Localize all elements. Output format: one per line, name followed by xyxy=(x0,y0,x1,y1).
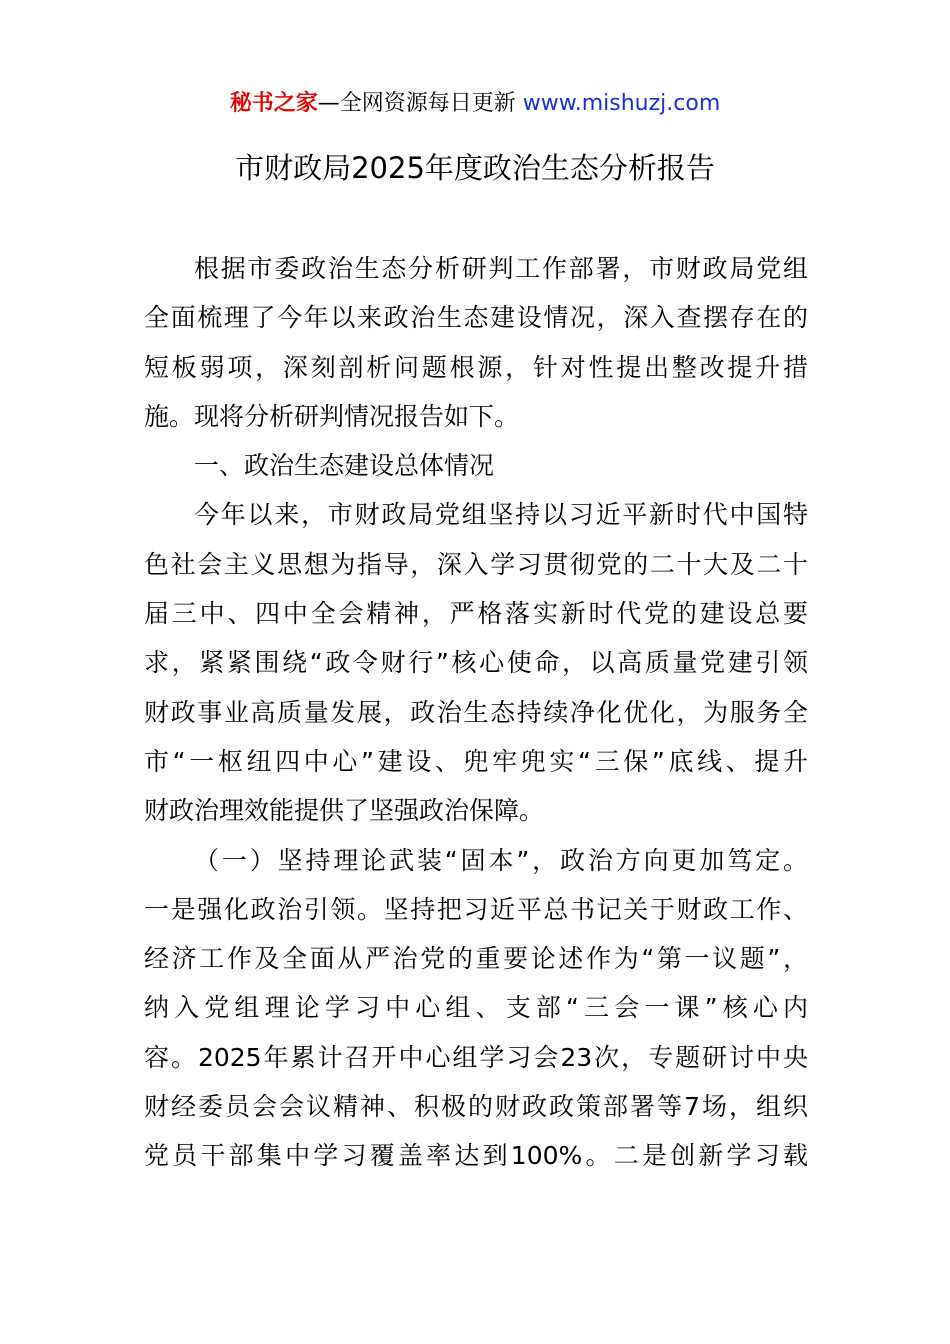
text-line: 届三中、四中全会精神，严格落实新时代党的建设总要 xyxy=(144,599,808,629)
text-line: 全面梳理了今年以来政治生态建设情况，深入查摆存在的 xyxy=(144,303,808,333)
text-line: 根据市委政治生态分析研判工作部署，市财政局党组 xyxy=(194,254,808,283)
text-line: 今年以来，市财政局党组坚持以习近平新时代中国特 xyxy=(194,500,808,530)
text-line: 党员干部集中学习覆盖率达到100%。二是创新学习载 xyxy=(144,1141,808,1171)
brand-name: 秘书之家 xyxy=(229,91,318,116)
text-line: 市“一枢纽四中心”建设、兜牢兜实“三保”底线、提升 xyxy=(144,746,808,776)
text-line: 短板弱项，深刻剖析问题根源，针对性提出整改提升措 xyxy=(144,352,808,382)
site-header xyxy=(0,88,950,120)
section-heading: 一、政治生态建设总体情况 xyxy=(194,451,495,481)
text-line: 求，紧紧围绕“政令财行”核心使命，以高质量党建引领 xyxy=(144,648,808,678)
text-line: 财政治理效能提供了坚强政治保障。 xyxy=(144,796,545,826)
document-body xyxy=(144,244,808,1181)
text-line: 纳入党组理论学习中心组、支部“三会一课”核心内 xyxy=(144,993,808,1023)
text-line: 容。2025年累计召开中心组学习会23次，专题研讨中央 xyxy=(144,1042,808,1072)
text-line: 财经委员会会议精神、积极的财政政策部署等7场，组织 xyxy=(144,1092,808,1122)
text-line: 施。现将分析研判情况报告如下。 xyxy=(144,401,520,431)
text-line: 经济工作及全面从严治党的重要论述作为“第一议题”， xyxy=(144,944,808,974)
header-tagline: —全网资源每日更新 xyxy=(317,91,523,116)
text-line: 财政事业高质量发展，政治生态持续净化优化，为服务全 xyxy=(144,697,808,727)
document-title: 市财政局2025年度政治生态分析报告 xyxy=(235,151,715,185)
text-line: 色社会主义思想为指导，深入学习贯彻党的二十大及二十 xyxy=(144,549,808,579)
text-line: 一是强化政治引领。坚持把习近平总书记关于财政工作、 xyxy=(144,894,808,924)
site-url-link[interactable]: www.mishuzj.com xyxy=(522,91,721,116)
subsection-heading: （一）坚持理论武装“固本”，政治方向更加笃定。 xyxy=(194,845,808,875)
